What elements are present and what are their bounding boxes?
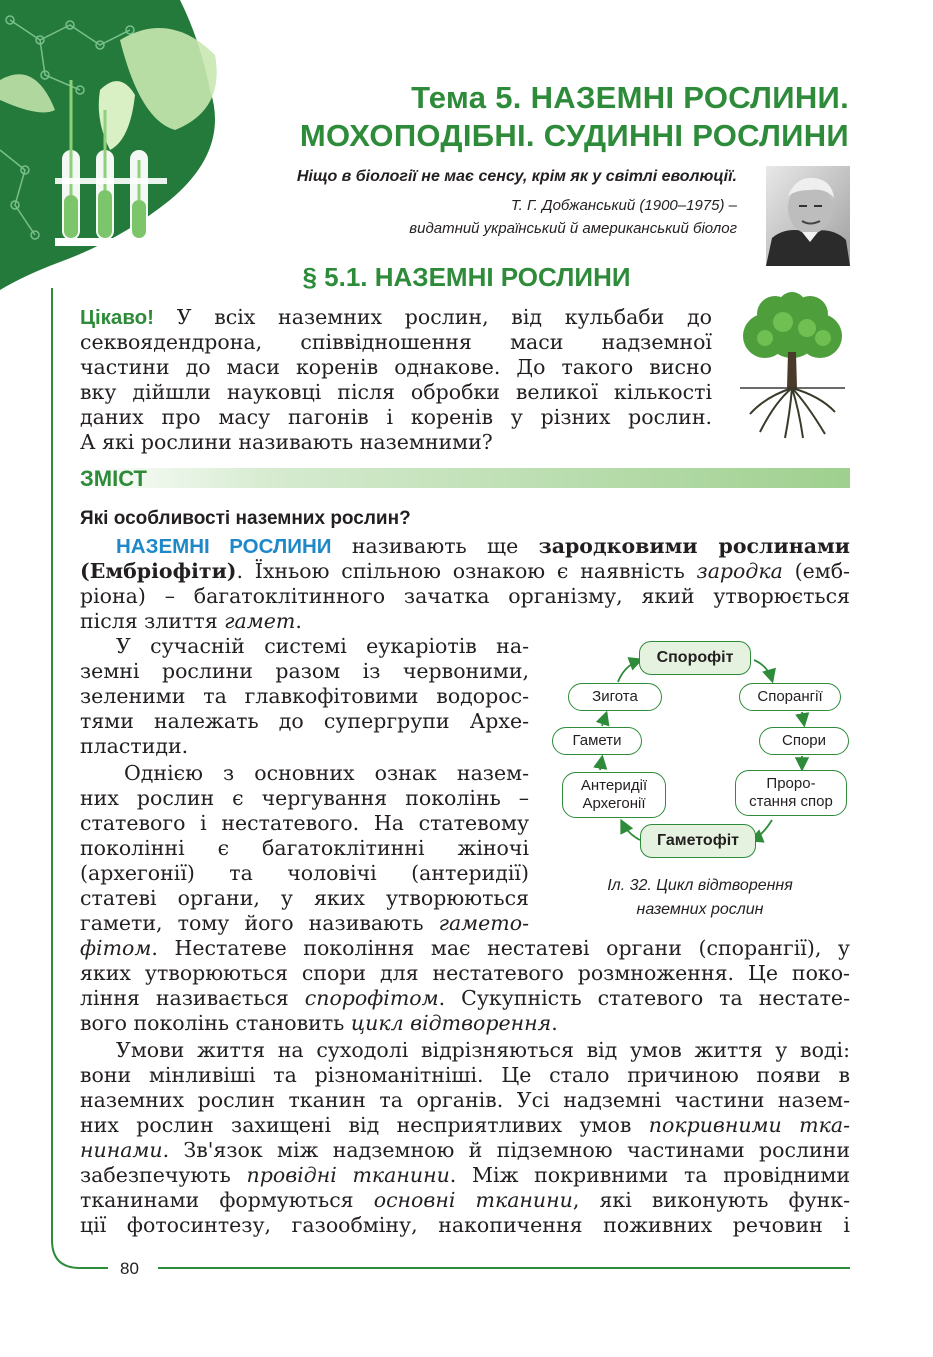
p2-line-2: земні рослини разом із червоними,: [80, 659, 529, 683]
question-heading: Які особливості наземних рослин?: [80, 508, 411, 529]
intro-line-1: [80, 305, 712, 330]
p3-line-1: Однією з основних ознак назем-: [124, 761, 529, 785]
p3-line-8: фітом. Нестатеве покоління має нестатеві органи (спорангії), у: [80, 936, 850, 960]
p2-line-4: тями належать до супергрупи Архе-: [80, 709, 529, 733]
intro-line-2: секвоядендрона, співвідношення маси надземної: [80, 330, 712, 354]
topic-title-line2: МОХОПОДІБНІ. СУДИННІ РОСЛИНИ: [299, 118, 849, 153]
p3-line-10: ління називається спорофітом. Сукупність статевого та нестате-: [80, 986, 850, 1010]
p2-line-1: У сучасній системі еукаріотів на-: [116, 634, 529, 658]
p2-line-3: зеленими та главкофітовими водорос-: [80, 684, 529, 708]
p4-line-1: Умови життя на суходолі відрізняються від умов життя у воді:: [116, 1038, 850, 1062]
p2-line-5: пластиди.: [80, 734, 189, 758]
p1-line-2: (Ембріофіти). Їхньою спільною ознакою є наявність зародка (емб-: [80, 559, 850, 583]
p4-line-8: ції фотосинтезу, газообміну, накопичення поживних речовин і: [80, 1213, 850, 1237]
topic-title-line1: Тема 5. НАЗЕМНІ РОСЛИНИ.: [411, 80, 849, 115]
p3-line-2: них рослин є чергування поколінь –: [80, 786, 529, 810]
node-sporangia: Спорангії: [739, 683, 841, 711]
intro-line-6: А які рослини називають наземними?: [80, 430, 493, 454]
section-title: § 5.1. НАЗЕМНІ РОСЛИНИ: [302, 262, 631, 292]
intro-line-4: вку дійшли науковці після обробки великої кількості: [80, 380, 712, 404]
portrait-photo: [766, 166, 850, 266]
p4-line-7: тканинами формуються основні тканини, які виконують функ-: [80, 1188, 850, 1212]
p3-line-11: вого поколінь становить цикл відтворення.: [80, 1011, 558, 1035]
figure-caption: Іл. 32. Цикл відтворення наземних рослин: [607, 877, 793, 918]
p3-line-9: яких утворюються спори для нестатевого розмноження. Це поко-: [80, 961, 850, 985]
intro-text: У всіх наземних рослин, від кульбаби до: [176, 305, 712, 329]
node-spores: Спори: [759, 727, 849, 755]
term-land-plants: НАЗЕМНІ РОСЛИНИ: [116, 535, 332, 558]
p3-line-3: статевого і нестатевого. На статевому: [80, 811, 529, 835]
intro-line-5: даних про масу пагонів і коренів у різних рослин.: [80, 405, 712, 429]
tree-illustration: [735, 292, 850, 440]
node-sporophyte: Спорофіт: [639, 641, 751, 675]
p4-line-5: нинами. Зв'язок між надземною й підземною частинами рослини: [80, 1138, 850, 1162]
content-header: ЗМІСТ: [80, 466, 147, 491]
p1-line-1: НАЗЕМНІ РОСЛИНИ називають ще зародковими рослинами: [116, 534, 850, 558]
p3-line-4: поколінні є багатоклітинні жіночі: [80, 836, 529, 860]
epigraph-author-description: видатний український й американський біолог: [409, 220, 737, 237]
content-header-bar: [78, 468, 850, 488]
page-number: 80: [120, 1259, 139, 1278]
intro-line-3: частини до маси коренів однакове. До такого висно: [80, 355, 712, 379]
p1-line-3: ріона) – багатоклітинного зачатка організму, який утворюється: [80, 584, 850, 608]
node-gametes: Гамети: [552, 727, 642, 755]
epigraph-author: Т. Г. Добжанський (1900–1975) –: [510, 197, 737, 214]
epigraph-quote: Ніщо в біології не має сенсу, крім як у світлі еволюції.: [296, 168, 737, 185]
p1-line-4: після злиття гамет.: [80, 609, 302, 633]
intro-lead: Цікаво!: [80, 306, 155, 329]
p4-line-3: наземних рослин тканин та органів. Усі надземні частини назем-: [80, 1088, 850, 1112]
p3-line-5: (архегонії) та чоловічі (антеридії): [80, 861, 529, 885]
node-zygote: Зигота: [568, 683, 662, 711]
p4-line-6: забезпечують провідні тканини. Між покривними та провідними: [80, 1163, 851, 1187]
p3-line-6: статеві органи, у яких утворюються: [80, 886, 529, 910]
node-germination: Проро- стання спор: [735, 770, 847, 816]
p3-line-7: гамети, тому його називають гамето-: [80, 911, 529, 935]
p4-line-4: них рослин захищені від несприятливих умов покривними тка-: [80, 1113, 850, 1137]
node-gametophyte: Гаметофіт: [640, 824, 756, 858]
node-organs: Антеридії Архегонії: [562, 772, 666, 818]
p4-line-2: вони мінливіші та різноманітніші. Це стало причиною появи в: [80, 1063, 850, 1087]
